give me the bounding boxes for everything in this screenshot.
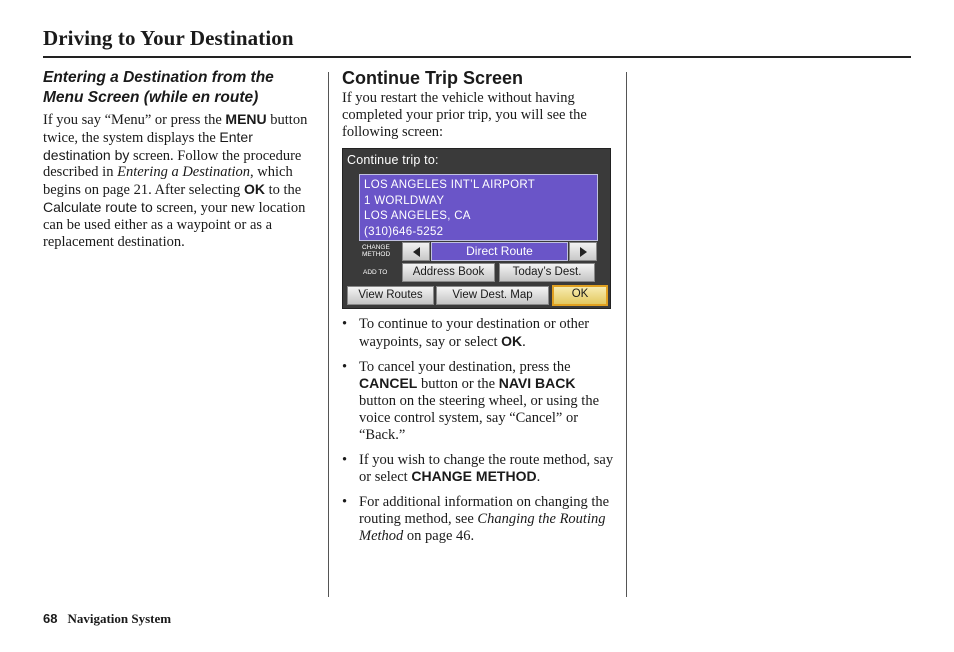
todays-dest-button[interactable]: Today’s Dest. (499, 263, 595, 282)
text-span: , which begins on page 21. After selecting (43, 164, 293, 199)
label-line: CHANGE (362, 244, 390, 251)
column-divider-right (626, 72, 627, 597)
ok-ref: OK (243, 181, 265, 198)
text-span: button twice, the system displays the (43, 112, 308, 146)
text-span: on page 46. (403, 527, 475, 544)
text-span: screen, your new location can be used either as a waypoint or as a replacement destination. (43, 199, 306, 250)
view-routes-button[interactable]: View Routes (347, 286, 434, 305)
change-method-ref: CHANGE METHOD (411, 468, 537, 485)
text-span: For additional information on changing the routing method, see (359, 494, 610, 527)
cancel-ref: CANCEL (359, 375, 418, 392)
arrow-left-icon (413, 247, 420, 257)
list-item (342, 316, 614, 351)
section-heading-entering: Entering a Destination from the Menu Screen (while en route) (43, 69, 274, 106)
screen-title: Continue trip to: (347, 153, 439, 167)
instruction-list (342, 316, 614, 553)
destination-line: LOS ANGELES, CA (364, 210, 471, 222)
footer-title: Navigation System (67, 611, 172, 626)
entering-paragraph (43, 111, 315, 250)
destination-line: LOS ANGELES INT’L AIRPORT (364, 179, 536, 191)
page-footer (43, 611, 171, 627)
route-prev-button[interactable] (402, 242, 430, 261)
route-method-display: Direct Route (431, 242, 568, 261)
text-span: If you say “Menu” or press the (43, 112, 226, 128)
text-span: button or the (417, 376, 499, 393)
page-number: 68 (43, 611, 58, 626)
label-line: METHOD (362, 251, 391, 258)
menu-button-ref: MENU (225, 111, 267, 127)
title-rule (43, 56, 911, 58)
continue-trip-screen (342, 148, 611, 309)
bullet-icon: • (342, 316, 348, 332)
text-span: button on the steering wheel, or using the voice control system, say “Cancel” or “Back.” (359, 393, 600, 443)
destination-line: 1 WORLDWAY (364, 194, 445, 207)
left-column (43, 68, 315, 250)
bullet-icon: • (342, 494, 348, 511)
list-item (342, 452, 614, 487)
entering-destination-ref: Entering a Destination (117, 164, 251, 181)
middle-column (342, 67, 614, 140)
list-item (342, 494, 614, 544)
column-divider-left (328, 72, 329, 597)
enter-destination-ref: Enter destination by (43, 128, 253, 163)
routing-method-ref: Changing the Routing Method (359, 510, 606, 544)
text-span: To continue to your destination or other waypoints, say or select (359, 316, 590, 350)
add-to-label: ADD TO (363, 269, 388, 276)
text-span: . (536, 469, 541, 486)
view-dest-map-button[interactable]: View Dest. Map (436, 286, 549, 305)
route-next-button[interactable] (569, 242, 597, 261)
continue-trip-intro: If you restart the vehicle without having completed your prior trip, you will see the following screen: (342, 90, 587, 140)
text-span: screen. Follow the procedure described in (43, 147, 302, 181)
ok-button[interactable]: OK (552, 285, 608, 306)
address-book-button[interactable]: Address Book (402, 263, 495, 282)
arrow-right-icon (580, 247, 587, 257)
text-span: If you wish to change the route method, say or select (359, 451, 614, 486)
destination-info-box (359, 174, 598, 241)
calculate-route-ref: Calculate route to (43, 198, 153, 215)
navi-back-ref: NAVI BACK (498, 375, 576, 392)
ok-ref: OK (501, 332, 523, 349)
page-title: Driving to Your Destination (43, 26, 294, 50)
list-item (342, 359, 614, 444)
text-span: to the (264, 182, 302, 199)
text-span: To cancel your destination, press the (359, 358, 571, 375)
destination-line: (310)646-5252 (364, 225, 444, 238)
text-span: . (522, 333, 526, 350)
section-heading-continue-trip: Continue Trip Screen (342, 68, 524, 88)
bullet-icon: • (342, 451, 348, 468)
bullet-icon: • (342, 358, 348, 375)
change-method-label (362, 244, 390, 258)
